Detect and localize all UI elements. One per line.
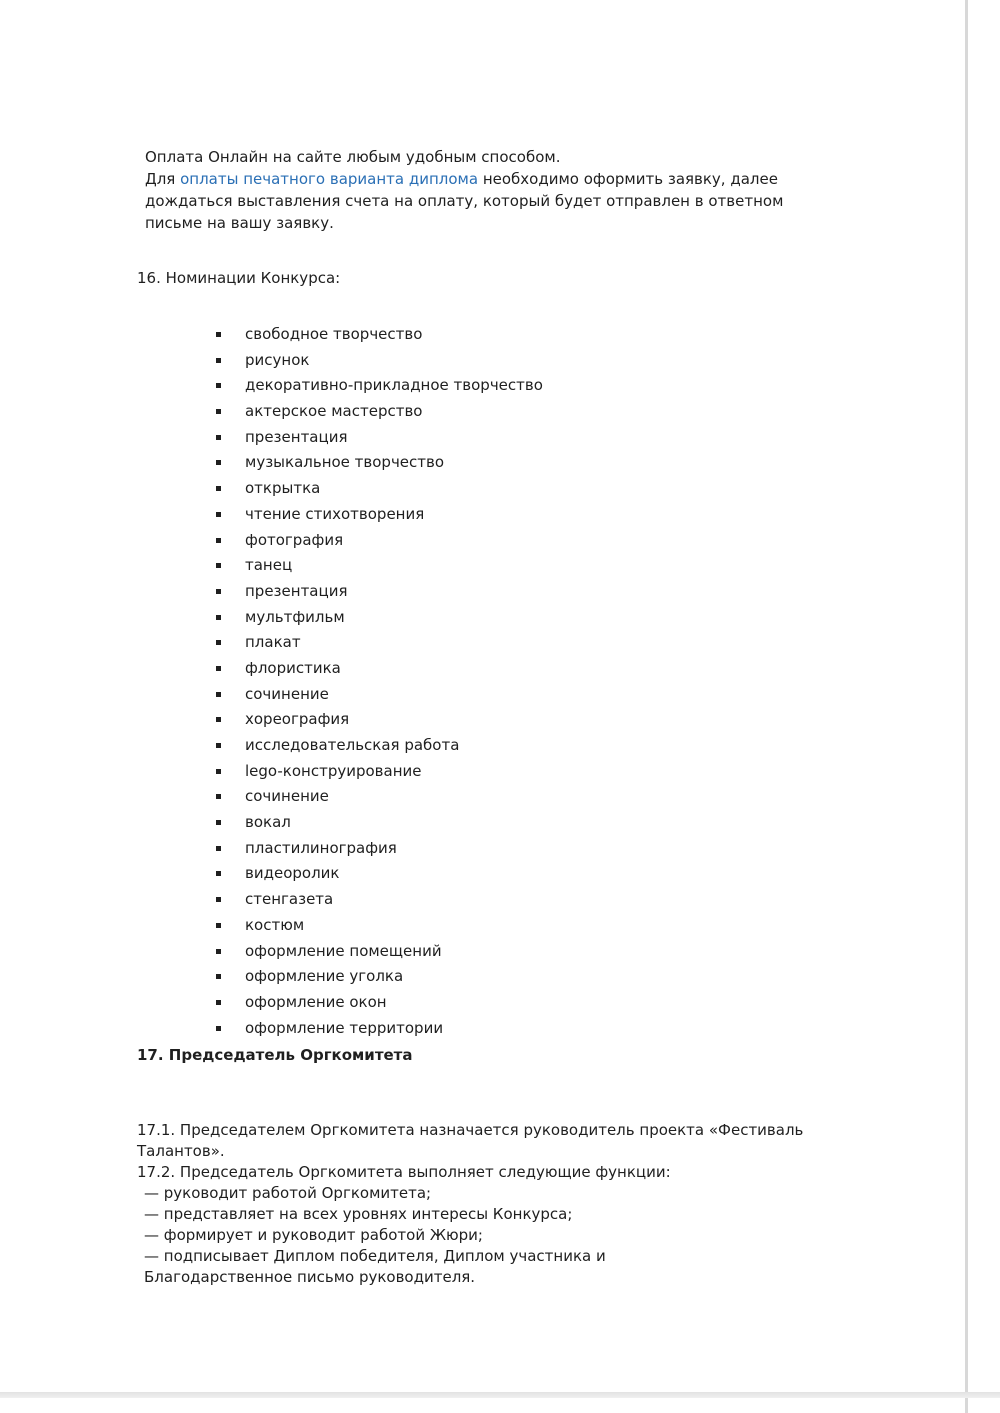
bullet-icon [216,615,221,620]
nomination-item [213,836,543,862]
nomination-item [213,707,543,733]
nomination-item [213,348,543,374]
nomination-label: оформление окон [245,992,387,1011]
bullet-icon [216,794,221,799]
scan-edge-right [965,0,968,1413]
nomination-item [213,887,543,913]
nomination-item [213,322,543,348]
bullet-icon [216,435,221,440]
nomination-item [213,784,543,810]
nomination-label: сочинение [245,684,329,703]
function-item: — подписывает Диплом победителя, Диплом участника и [144,1247,606,1265]
nomination-item [213,528,543,554]
bullet-icon [216,486,221,491]
print-diploma-link[interactable]: оплаты печатного варианта диплома [180,170,479,188]
nomination-label: пластилинография [245,838,397,857]
payment-line-1: Оплата Онлайн на сайте любым удобным способом. [145,148,561,166]
nomination-item [213,553,543,579]
payment-line-2-end: необходимо оформить заявку, далее [478,170,778,188]
nomination-label: стенгазета [245,890,334,909]
nomination-item [213,630,543,656]
nomination-label: оформление помещений [245,941,442,960]
bullet-icon [216,512,221,517]
nomination-item [213,579,543,605]
nomination-item [213,605,543,631]
bullet-icon [216,666,221,671]
bullet-icon [216,409,221,414]
nomination-label: презентация [245,427,348,446]
nomination-label: сочинение [245,787,329,806]
nomination-label: оформление уголка [245,967,404,986]
nomination-item [213,476,543,502]
bullet-icon [216,846,221,851]
nomination-label: флористика [245,658,341,677]
nomination-label: чтение стихотворения [245,504,425,523]
nomination-item [213,939,543,965]
payment-line-2 [145,168,783,190]
payment-line-2-start: Для [145,170,181,188]
bullet-icon [216,383,221,388]
nomination-item [213,1016,543,1042]
nomination-label: мультфильм [245,607,345,626]
nomination-item [213,502,543,528]
nomination-label: плакат [245,633,301,652]
nomination-label: исследовательская работа [245,736,460,754]
nominations-list [213,322,543,1041]
nomination-item [213,682,543,708]
function-item: — руководит работой Оргкомитета; [144,1184,432,1202]
nomination-label: музыкальное творчество [245,453,445,472]
nomination-item [213,810,543,836]
nomination-item [213,373,543,399]
payment-paragraph [145,146,783,234]
para-17-1-line-2: Талантов». [137,1142,225,1160]
bullet-icon [216,538,221,543]
nomination-item [213,861,543,887]
bullet-icon [216,358,221,363]
nomination-item [213,425,543,451]
section-17-title: 17. Председатель Оргкомитета [137,1046,413,1064]
bullet-icon [216,589,221,594]
bullet-icon [216,820,221,825]
nomination-item [213,964,543,990]
section-16-title: 16. Номинации Конкурса: [137,269,341,287]
bullet-icon [216,871,221,876]
nomination-label: открытка [245,479,321,498]
nomination-label: рисунок [245,350,310,369]
nomination-item [213,399,543,425]
nomination-item [213,656,543,682]
nomination-label: презентация [245,581,348,600]
scan-edge-bottom [0,1392,1000,1398]
payment-line-4: письме на вашу заявку. [145,214,334,232]
bullet-icon [216,332,221,337]
function-item: — представляет на всех уровнях интересы Конкурса; [144,1205,573,1223]
nomination-label: lego-конструирование [245,761,422,780]
nomination-label: вокал [245,813,291,832]
nomination-label: актерское мастерство [245,402,423,421]
bullet-icon [216,974,221,979]
bullet-icon [216,563,221,568]
nomination-label: танец [245,556,293,575]
payment-line-3: дождаться выставления счета на оплату, который будет отправлен в ответном [145,192,784,210]
nomination-item [213,733,543,759]
bullet-icon [216,769,221,774]
bullet-icon [216,949,221,954]
bullet-icon [216,1000,221,1005]
nomination-item [213,913,543,939]
bullet-icon [216,743,221,748]
bullet-icon [216,1026,221,1031]
nomination-label: фотография [245,530,344,549]
bullet-icon [216,897,221,902]
bullet-icon [216,640,221,645]
nomination-label: хореография [245,710,350,729]
nomination-label: свободное творчество [245,325,423,343]
nomination-item [213,450,543,476]
nomination-label: костюм [245,915,305,934]
bullet-icon [216,923,221,928]
para-17-1-line-1: 17.1. Председателем Оргкомитета назначается руководитель проекта «Фестиваль [137,1121,804,1139]
para-17-2: 17.2. Председатель Оргкомитета выполняет следующие функции: [137,1163,671,1181]
section-17-body [137,1120,803,1288]
function-item: — формирует и руководит работой Жюри; [144,1226,483,1244]
nomination-label: оформление территории [245,1018,444,1037]
nomination-label: видеоролик [245,864,340,883]
nomination-item [213,759,543,785]
nomination-item [213,990,543,1016]
function-item-continuation: Благодарственное письмо руководителя. [144,1268,476,1286]
nomination-label: декоративно-прикладное творчество [245,376,543,395]
bullet-icon [216,692,221,697]
bullet-icon [216,460,221,465]
bullet-icon [216,717,221,722]
